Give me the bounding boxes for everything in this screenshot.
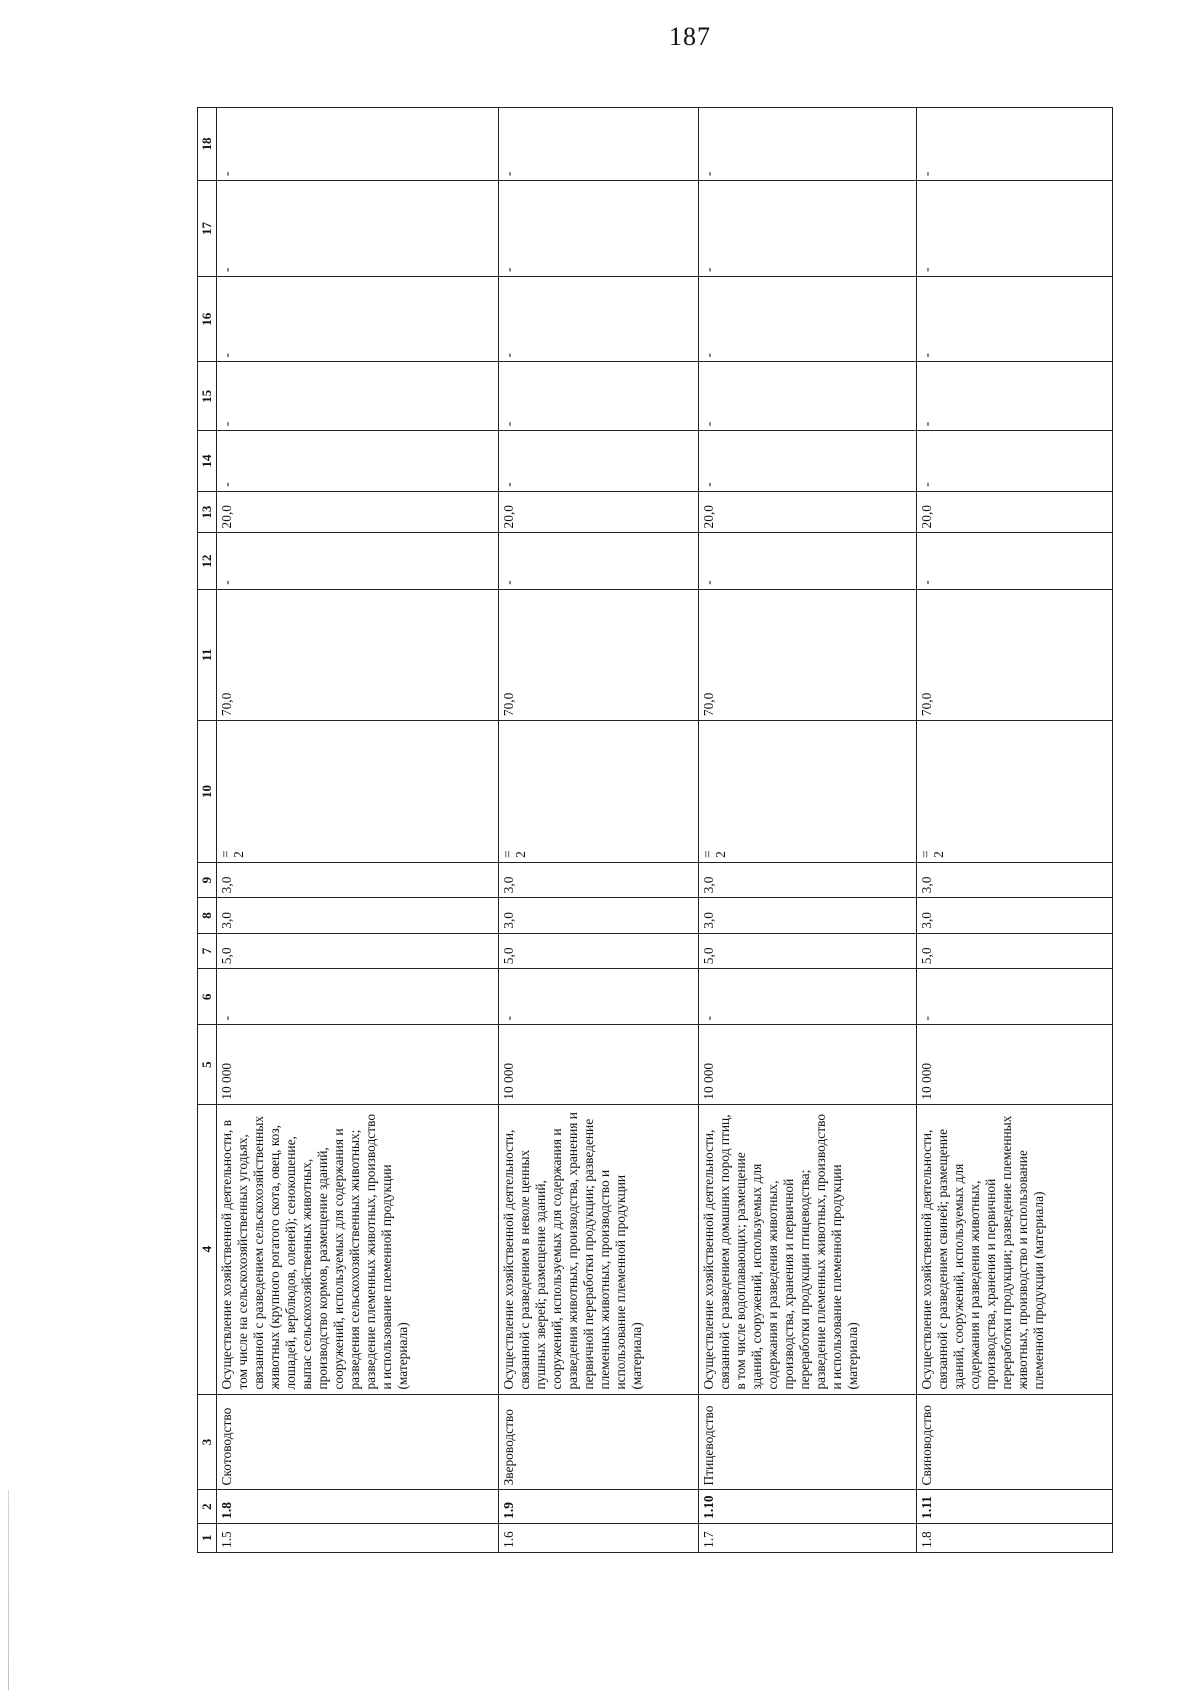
col-header: 14 xyxy=(198,431,217,491)
cell-value-line: = xyxy=(500,850,515,858)
cell-value: - xyxy=(699,969,917,1025)
use-code: 1.8 xyxy=(217,1490,499,1523)
cell-value: 5,0 xyxy=(499,933,699,968)
cell-value-line: 2 xyxy=(231,851,246,858)
use-type-name: Птицеводство xyxy=(699,1394,917,1490)
header-row xyxy=(198,108,217,1553)
use-code: 1.9 xyxy=(499,1490,699,1523)
col-header: 16 xyxy=(198,277,217,362)
cell-value: - xyxy=(499,533,699,589)
cell-value: 5,0 xyxy=(217,933,499,968)
col-header: 5 xyxy=(198,1025,217,1104)
cell-value: - xyxy=(917,181,1113,277)
col-header: 17 xyxy=(198,181,217,277)
cell-value: 70,0 xyxy=(917,589,1113,720)
cell-value: - xyxy=(499,969,699,1025)
col-header: 15 xyxy=(198,362,217,431)
col-header: 18 xyxy=(198,108,217,181)
cell-value: - xyxy=(217,533,499,589)
cell-value: - xyxy=(499,362,699,431)
cell-value xyxy=(699,721,917,863)
col-header: 10 xyxy=(198,721,217,863)
col-header: 2 xyxy=(198,1490,217,1523)
cell-value: 3,0 xyxy=(917,898,1113,933)
use-description: Осуществление хозяйственной деятельности, связанной с разведением домашних пород птиц, в том числе водоплавающих; размещение зданий, сооружений, используемых для содержания и разведения животных, производства, хранения и первичной переработки продукции птицеводства; разведение племенных животных, производство и использование племенной продукции (материала) xyxy=(699,1104,917,1394)
cell-value: - xyxy=(699,181,917,277)
cell-value: 10 000 xyxy=(917,1025,1113,1104)
cell-value-line: 2 xyxy=(931,851,946,858)
col-header: 7 xyxy=(198,933,217,968)
col-header: 8 xyxy=(198,898,217,933)
cell-value: - xyxy=(217,277,499,362)
cell-value: - xyxy=(217,969,499,1025)
use-description: Осуществление хозяйственной деятельности, связанной с разведением в неволе ценных пушных зверей; размещение зданий, сооружений, используемых для содержания и разведения животных, производства, хранения и первичной переработки продукции; разведение племенных животных, производство и использование племенной продукции (материала) xyxy=(499,1104,699,1394)
cell-value: - xyxy=(499,277,699,362)
cell-value: 20,0 xyxy=(217,491,499,533)
col-header: 1 xyxy=(198,1523,217,1552)
cell-value-line: 2 xyxy=(713,851,728,858)
cell-value: - xyxy=(917,533,1113,589)
cell-value: - xyxy=(917,431,1113,491)
cell-value: 3,0 xyxy=(917,862,1113,897)
use-description: Осуществление хозяйственной деятельности, в том числе на сельскохозяйственных угодьях, связанной с разведением сельскохозяйственных животных (крупного рогатого скота, овец, коз, лошадей, верблюдов, оленей); сенокошение, выпас сельскохозяйственных животных, производство кормов, размещение зданий, сооружений, используемых для содержания и разведения сельскохозяйственных животных; разведение племенных животных, производство и использование племенной продукции (материала) xyxy=(217,1104,499,1394)
cell-value: - xyxy=(917,362,1113,431)
scan-edge-mark xyxy=(8,1490,9,1690)
col-header: 11 xyxy=(198,589,217,720)
cell-value-line: = xyxy=(700,850,715,858)
cell-value-line: = xyxy=(218,850,233,858)
row-number: 1.7 xyxy=(699,1523,917,1552)
cell-value: 10 000 xyxy=(499,1025,699,1104)
row-number: 1.5 xyxy=(217,1523,499,1552)
cell-value: 20,0 xyxy=(499,491,699,533)
cell-value: - xyxy=(917,108,1113,181)
land-use-regulations-table xyxy=(197,107,1113,1553)
cell-value: - xyxy=(217,362,499,431)
cell-value: 70,0 xyxy=(499,589,699,720)
cell-value xyxy=(217,721,499,863)
table-row xyxy=(499,108,699,1553)
cell-value xyxy=(499,721,699,863)
cell-value: 20,0 xyxy=(699,491,917,533)
use-description: Осуществление хозяйственной деятельности, связанной с разведением свиней; размещение зданий, сооружений, используемых для содержания и разведения животных, производства, хранения и первичной переработки продукции; разведение племенных животных, производство и использование племенной продукции (материала) xyxy=(917,1104,1113,1394)
cell-value: 20,0 xyxy=(917,491,1113,533)
cell-value: 3,0 xyxy=(217,862,499,897)
rotated-table-container xyxy=(197,107,1109,1553)
page-number: 187 xyxy=(669,22,711,51)
cell-value: - xyxy=(499,181,699,277)
cell-value xyxy=(917,721,1113,863)
col-header: 6 xyxy=(198,969,217,1025)
row-number: 1.8 xyxy=(917,1523,1113,1552)
cell-value: 3,0 xyxy=(699,898,917,933)
cell-value: 3,0 xyxy=(499,898,699,933)
col-header: 9 xyxy=(198,862,217,897)
use-type-name: Скотоводство xyxy=(217,1394,499,1490)
cell-value: 10 000 xyxy=(217,1025,499,1104)
cell-value: - xyxy=(917,277,1113,362)
cell-value: 5,0 xyxy=(699,933,917,968)
col-header: 12 xyxy=(198,533,217,589)
table-row xyxy=(699,108,917,1553)
cell-value: - xyxy=(699,362,917,431)
cell-value: - xyxy=(699,431,917,491)
col-header: 4 xyxy=(198,1104,217,1394)
cell-value: - xyxy=(499,431,699,491)
cell-value: 3,0 xyxy=(217,898,499,933)
cell-value: 10 000 xyxy=(699,1025,917,1104)
col-header: 13 xyxy=(198,491,217,533)
cell-value: 70,0 xyxy=(699,589,917,720)
cell-value: 3,0 xyxy=(499,862,699,897)
cell-value: - xyxy=(217,181,499,277)
cell-value-line: 2 xyxy=(513,851,528,858)
cell-value: - xyxy=(917,969,1113,1025)
cell-value-line: = xyxy=(918,850,933,858)
table-row xyxy=(217,108,499,1553)
row-number: 1.6 xyxy=(499,1523,699,1552)
cell-value: 3,0 xyxy=(699,862,917,897)
col-header: 3 xyxy=(198,1394,217,1490)
use-type-name: Звероводство xyxy=(499,1394,699,1490)
cell-value: 70,0 xyxy=(217,589,499,720)
use-code: 1.10 xyxy=(699,1490,917,1523)
cell-value: - xyxy=(217,431,499,491)
use-code: 1.11 xyxy=(917,1490,1113,1523)
cell-value: - xyxy=(217,108,499,181)
cell-value: - xyxy=(699,533,917,589)
cell-value: - xyxy=(499,108,699,181)
table-row xyxy=(917,108,1113,1553)
cell-value: 5,0 xyxy=(917,933,1113,968)
use-type-name: Свиноводство xyxy=(917,1394,1113,1490)
cell-value: - xyxy=(699,108,917,181)
cell-value: - xyxy=(699,277,917,362)
